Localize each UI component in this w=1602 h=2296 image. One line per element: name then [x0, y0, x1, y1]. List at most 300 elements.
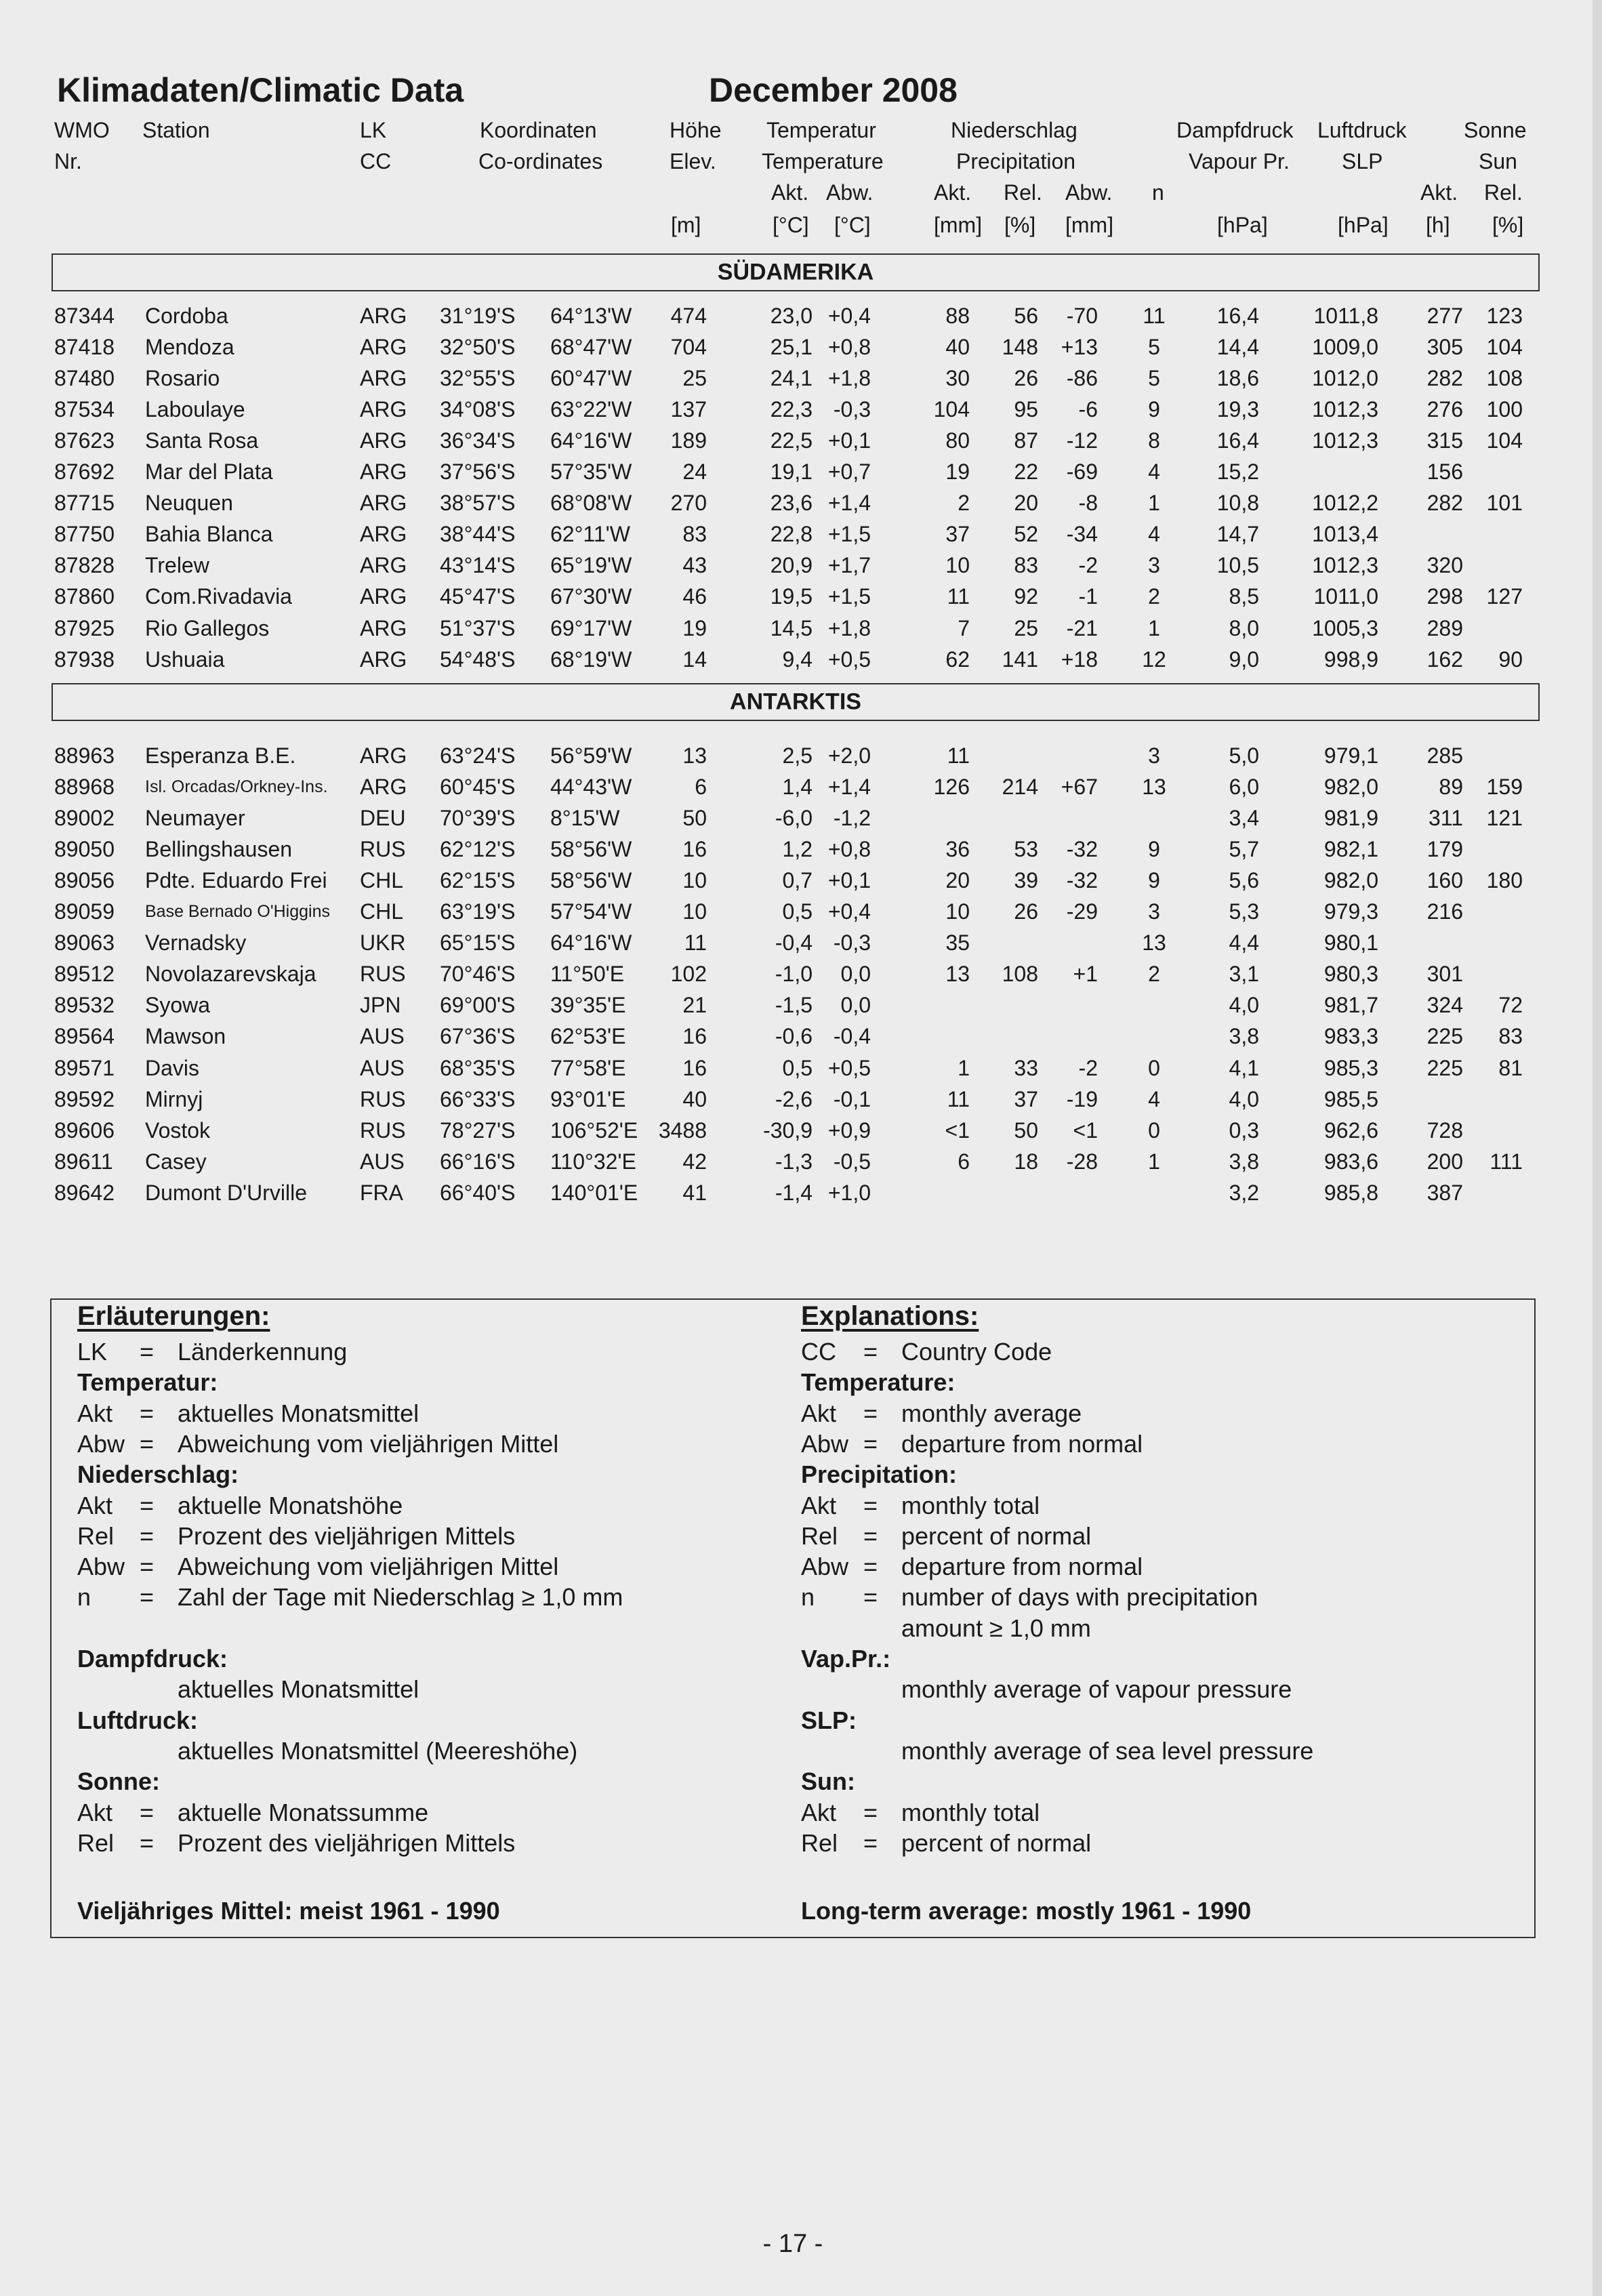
explanation-abbrev: Akt [77, 1399, 113, 1427]
latitude: 51°37'S [440, 615, 516, 640]
table-row [0, 1177, 1602, 1208]
country-code: ARG [360, 335, 407, 360]
sea-level-pressure: 980,1 [1323, 930, 1378, 956]
sea-level-pressure: 979,3 [1323, 899, 1378, 924]
elevation: 270 [670, 491, 707, 516]
prec-abw: -69 [1066, 459, 1098, 485]
latitude: 66°33'S [440, 1086, 516, 1111]
longitude: 8°15'W [550, 806, 620, 831]
longitude: 63°22'W [550, 397, 632, 422]
sun-akt: 387 [1426, 1180, 1463, 1205]
temp-akt: 0,7 [782, 868, 813, 893]
temp-abw: 0,0 [840, 962, 871, 987]
explanation-text: departure from normal [901, 1429, 1143, 1458]
temp-akt: 23,6 [770, 491, 813, 516]
sea-level-pressure: 985,3 [1323, 1055, 1378, 1080]
sun-akt: 156 [1426, 459, 1463, 485]
prec-rel: 26 [1014, 366, 1038, 391]
explanation-text: aktuelles Monatsmittel [178, 1675, 419, 1704]
header-unit-hpa1: [hPa] [1217, 213, 1268, 237]
sun-rel: 101 [1486, 491, 1523, 516]
prec-abw: -34 [1066, 522, 1098, 547]
station-name: Neuquen [145, 491, 233, 516]
prec-akt: 11 [947, 743, 970, 768]
temp-akt: 19,5 [770, 584, 813, 609]
sun-akt: 276 [1426, 397, 1463, 422]
sun-akt: 324 [1426, 993, 1463, 1018]
temp-akt: -6,0 [775, 806, 813, 831]
sun-rel: 81 [1498, 1055, 1523, 1080]
explanation-text: amount ≥ 1,0 mm [901, 1614, 1091, 1642]
longitude: 140°01'E [550, 1180, 638, 1205]
country-code: RUS [360, 837, 406, 862]
explanation-equals: = [140, 1828, 155, 1857]
longitude: 110°32'E [550, 1149, 636, 1174]
sun-akt: 162 [1426, 647, 1463, 672]
explanation-text: Länderkennung [178, 1338, 348, 1366]
prec-days: 2 [1148, 584, 1160, 609]
elevation: 41 [682, 1180, 707, 1205]
header-sun: Sun [1479, 149, 1517, 173]
prec-abw: +67 [1061, 775, 1098, 800]
station-name: Novolazarevskaja [145, 962, 316, 987]
vapour-pressure: 19,3 [1216, 397, 1259, 422]
prec-days: 11 [1143, 304, 1166, 328]
header-temperature: Temperature [762, 149, 884, 173]
explanation-abbrev: Akt [77, 1798, 113, 1826]
station-name: Isl. Orcadas/Orkney-Ins. [145, 777, 328, 797]
prec-akt: 6 [958, 1149, 970, 1174]
table-row [0, 896, 1602, 927]
wmo-number: 89050 [54, 837, 115, 862]
elevation: 11 [684, 930, 707, 956]
latitude: 60°45'S [440, 775, 516, 800]
sun-akt: 160 [1426, 868, 1463, 893]
sun-rel: 108 [1486, 366, 1523, 391]
sun-rel: 72 [1498, 993, 1523, 1018]
sea-level-pressure: 982,0 [1323, 775, 1378, 800]
sun-rel: 180 [1486, 868, 1523, 893]
station-name: Vernadsky [145, 930, 247, 956]
explanation-text: percent of normal [901, 1828, 1092, 1857]
sun-akt: 225 [1426, 1024, 1463, 1049]
sun-akt: 298 [1426, 584, 1463, 609]
latitude: 37°56'S [440, 459, 516, 485]
prec-days: 1 [1148, 491, 1160, 516]
explanation-text: aktuelles Monatsmittel (Meereshöhe) [178, 1736, 578, 1765]
sun-akt: 728 [1426, 1118, 1463, 1143]
longitude: 60°47'W [550, 366, 632, 391]
prec-abw: -6 [1078, 397, 1098, 422]
longitude: 56°59'W [550, 743, 632, 768]
station-name: Neumayer [145, 806, 245, 831]
wmo-number: 89606 [54, 1118, 115, 1143]
sun-rel: 104 [1486, 335, 1523, 360]
longitude: 68°08'W [550, 491, 632, 516]
prec-abw: -86 [1066, 366, 1098, 391]
prec-days: 5 [1148, 366, 1160, 391]
prec-akt: 11 [947, 584, 970, 609]
latitude: 43°14'S [440, 553, 516, 578]
prec-akt: 80 [945, 428, 970, 453]
sea-level-pressure: 982,0 [1323, 868, 1378, 893]
station-name: Ushuaia [145, 647, 225, 672]
explanation-equals: = [140, 1553, 155, 1581]
station-name: Syowa [145, 993, 211, 1018]
country-code: ARG [360, 397, 407, 422]
sea-level-pressure: 998,9 [1323, 647, 1378, 672]
sea-level-pressure: 982,1 [1323, 837, 1378, 862]
prec-days: 0 [1148, 1055, 1160, 1080]
temp-akt: -0,4 [775, 930, 813, 956]
vapour-pressure: 4,4 [1229, 930, 1259, 956]
sea-level-pressure: 983,6 [1323, 1149, 1378, 1174]
wmo-number: 87938 [54, 647, 115, 672]
header-sun-rel: Rel. [1484, 180, 1523, 205]
vapour-pressure: 14,4 [1216, 335, 1259, 360]
prec-rel: 141 [1002, 647, 1038, 672]
explanation-subheading: Temperature: [801, 1368, 956, 1397]
sea-level-pressure: 1011,8 [1313, 304, 1378, 328]
country-code: ARG [360, 584, 407, 609]
elevation: 25 [682, 366, 707, 391]
explanation-abbrev: Rel [801, 1828, 838, 1857]
prec-akt: 7 [958, 615, 970, 640]
prec-days: 4 [1148, 522, 1160, 547]
table-row [0, 1084, 1602, 1115]
temp-akt: 22,3 [770, 397, 813, 422]
elevation: 50 [682, 806, 707, 831]
header-unit-c1: [°C] [773, 213, 809, 237]
table-row [0, 958, 1602, 989]
longitude: 62°11'W [550, 522, 630, 547]
temp-abw: +1,4 [827, 775, 871, 800]
latitude: 70°46'S [440, 962, 516, 987]
prec-days: 12 [1142, 647, 1166, 672]
wmo-number: 87344 [54, 304, 115, 328]
sea-level-pressure: 1012,3 [1312, 428, 1378, 453]
country-code: FRA [360, 1180, 403, 1205]
explanation-text: aktuelle Monatssumme [178, 1798, 429, 1826]
explanation-subheading: Sun: [801, 1767, 855, 1796]
explanation-subheading: Precipitation: [801, 1460, 958, 1489]
temp-akt: 0,5 [782, 1055, 813, 1080]
table-row [0, 989, 1602, 1021]
longitude: 64°16'W [550, 930, 632, 956]
section-header-antarktis: ANTARKTIS [52, 683, 1540, 721]
sun-akt: 89 [1439, 775, 1463, 800]
station-name: Pdte. Eduardo Frei [145, 868, 327, 893]
explanation-abbrev: Akt [801, 1798, 837, 1826]
sun-rel: 83 [1498, 1024, 1523, 1049]
sea-level-pressure: 1012,3 [1312, 397, 1378, 422]
table-row [0, 865, 1602, 896]
temp-abw: +1,8 [827, 366, 871, 391]
header-cc: CC [360, 149, 392, 173]
temp-akt: 25,1 [770, 335, 813, 360]
sun-akt: 301 [1426, 962, 1463, 987]
latitude: 66°16'S [440, 1149, 516, 1174]
station-name: Mirnyj [145, 1086, 203, 1111]
sea-level-pressure: 1013,4 [1312, 522, 1378, 547]
temp-abw: 0,0 [840, 993, 871, 1018]
prec-rel: 56 [1014, 304, 1038, 328]
wmo-number: 87860 [54, 584, 115, 609]
sea-level-pressure: 985,8 [1323, 1180, 1378, 1205]
prec-days: 9 [1148, 397, 1160, 422]
prec-rel: 33 [1014, 1055, 1038, 1080]
explanation-abbrev: Abw [801, 1553, 849, 1581]
temp-abw: +0,8 [827, 335, 871, 360]
header-niederschlag: Niederschlag [951, 118, 1077, 142]
temp-akt: 19,1 [770, 459, 813, 485]
country-code: ARG [360, 775, 407, 800]
explanation-equals: = [140, 1521, 155, 1550]
country-code: ARG [360, 491, 407, 516]
explanation-footer: Vieljähriges Mittel: meist 1961 - 1990 [77, 1897, 500, 1925]
temp-abw: +1,5 [827, 522, 871, 547]
country-code: CHL [360, 868, 404, 893]
country-code: RUS [360, 1086, 406, 1111]
sun-akt: 285 [1426, 743, 1463, 768]
prec-akt: 40 [945, 335, 970, 360]
temp-akt: -2,6 [775, 1086, 813, 1111]
sun-rel: 121 [1486, 806, 1523, 831]
prec-akt: 104 [933, 397, 970, 422]
prec-rel: 108 [1002, 962, 1038, 987]
temp-abw: +0,1 [827, 868, 871, 893]
wmo-number: 87534 [54, 397, 115, 422]
prec-abw: -29 [1066, 899, 1098, 924]
sun-rel: 90 [1498, 647, 1523, 672]
table-row [0, 331, 1602, 363]
temp-abw: +0,7 [827, 459, 871, 485]
sea-level-pressure: 1009,0 [1312, 335, 1378, 360]
station-name: Rio Gallegos [145, 615, 270, 640]
explanation-text: departure from normal [901, 1553, 1143, 1581]
header-unit-m: [m] [671, 213, 701, 237]
wmo-number: 87692 [54, 459, 115, 485]
sea-level-pressure: 962,6 [1323, 1118, 1378, 1143]
latitude: 67°36'S [440, 1024, 516, 1049]
prec-akt: 35 [945, 930, 970, 956]
prec-akt: 62 [945, 647, 970, 672]
temp-abw: +1,4 [827, 491, 871, 516]
wmo-number: 89059 [54, 899, 115, 924]
table-row [0, 613, 1602, 644]
sun-akt: 282 [1426, 491, 1463, 516]
country-code: ARG [360, 553, 407, 578]
sun-akt: 289 [1426, 615, 1463, 640]
sea-level-pressure: 980,3 [1323, 962, 1378, 987]
elevation: 189 [670, 428, 707, 453]
prec-abw: -21 [1066, 615, 1098, 640]
vapour-pressure: 8,0 [1229, 615, 1259, 640]
wmo-number: 89512 [54, 962, 115, 987]
prec-abw: <1 [1073, 1118, 1098, 1143]
vapour-pressure: 5,7 [1229, 837, 1259, 862]
vapour-pressure: 5,6 [1229, 868, 1259, 893]
elevation: 13 [682, 743, 707, 768]
prec-days: 4 [1148, 1086, 1160, 1111]
latitude: 70°39'S [440, 806, 516, 831]
latitude: 54°48'S [440, 647, 516, 672]
latitude: 63°19'S [440, 899, 516, 924]
prec-days: 3 [1148, 899, 1160, 924]
longitude: 44°43'W [550, 775, 632, 800]
vapour-pressure: 3,8 [1229, 1024, 1259, 1049]
wmo-number: 89002 [54, 806, 115, 831]
temp-akt: -1,0 [775, 962, 813, 987]
latitude: 63°24'S [440, 743, 516, 768]
header-wmo: WMO [54, 118, 110, 142]
prec-days: 3 [1148, 553, 1160, 578]
vapour-pressure: 8,5 [1229, 584, 1259, 609]
temp-akt: 9,4 [782, 647, 813, 672]
header-vapour: Vapour Pr. [1189, 149, 1290, 173]
header-unit-c2: [°C] [834, 213, 871, 237]
sun-akt: 311 [1428, 806, 1463, 831]
country-code: AUS [360, 1055, 405, 1080]
temp-abw: -0,5 [833, 1149, 871, 1174]
vapour-pressure: 4,1 [1229, 1055, 1259, 1080]
wmo-number: 89056 [54, 868, 115, 893]
explanation-subheading: Vap.Pr.: [801, 1645, 891, 1673]
vapour-pressure: 10,8 [1216, 491, 1259, 516]
temp-abw: +0,8 [827, 837, 871, 862]
explanation-equals: = [140, 1491, 155, 1519]
station-name: Casey [145, 1149, 207, 1174]
header-temp-abw: Abw. [826, 180, 874, 205]
latitude: 36°34'S [440, 428, 516, 453]
explanation-abbrev: Abw [77, 1429, 125, 1458]
explanation-footer: Long-term average: mostly 1961 - 1990 [801, 1897, 1252, 1925]
country-code: CHL [360, 899, 404, 924]
sun-rel: 100 [1486, 397, 1523, 422]
vapour-pressure: 10,5 [1216, 553, 1259, 578]
wmo-number: 89532 [54, 993, 115, 1018]
wmo-number: 89063 [54, 930, 115, 956]
elevation: 83 [682, 522, 707, 547]
vapour-pressure: 16,4 [1216, 304, 1259, 328]
explanation-equals: = [140, 1798, 155, 1826]
longitude: 67°30'W [550, 584, 632, 609]
explanation-subheading: Luftdruck: [77, 1706, 198, 1734]
wmo-number: 88963 [54, 743, 115, 768]
wmo-number: 89571 [54, 1055, 115, 1080]
temp-abw: +2,0 [827, 743, 871, 768]
longitude: 64°16'W [550, 428, 632, 453]
prec-rel: 39 [1014, 868, 1038, 893]
prec-days: 9 [1148, 837, 1160, 862]
longitude: 93°01'E [550, 1086, 626, 1111]
elevation: 46 [682, 584, 707, 609]
prec-abw: -1 [1078, 584, 1098, 609]
prec-days: 1 [1148, 615, 1160, 640]
vapour-pressure: 3,1 [1229, 962, 1259, 987]
wmo-number: 87925 [54, 615, 115, 640]
wmo-number: 89592 [54, 1086, 115, 1111]
prec-akt: 11 [947, 1086, 970, 1111]
station-name: Mawson [145, 1024, 226, 1049]
station-name: Davis [145, 1055, 200, 1080]
sun-akt: 225 [1426, 1055, 1463, 1080]
station-name: Esperanza B.E. [145, 743, 296, 768]
sea-level-pressure: 983,3 [1323, 1024, 1378, 1049]
country-code: ARG [360, 459, 407, 485]
header-unit-hpa2: [hPa] [1338, 213, 1389, 237]
station-name: Bellingshausen [145, 837, 293, 862]
prec-abw: +18 [1061, 647, 1098, 672]
prec-days: 9 [1148, 868, 1160, 893]
prec-akt: 2 [958, 491, 970, 516]
prec-akt: 30 [945, 366, 970, 391]
sun-akt: 200 [1426, 1149, 1463, 1174]
latitude: 38°57'S [440, 491, 516, 516]
sun-rel: 111 [1490, 1149, 1523, 1174]
vapour-pressure: 4,0 [1229, 993, 1259, 1018]
station-name: Laboulaye [145, 397, 245, 422]
table-row [0, 456, 1602, 487]
latitude: 62°15'S [440, 868, 516, 893]
wmo-number: 87828 [54, 553, 115, 578]
prec-akt: 88 [945, 304, 970, 328]
header-koordinaten: Koordinaten [480, 118, 597, 142]
page-number: - 17 - [762, 2230, 823, 2258]
explanation-subheading: Sonne: [77, 1767, 160, 1796]
temp-abw: -0,1 [833, 1086, 871, 1111]
elevation: 102 [670, 962, 707, 987]
table-row [0, 1052, 1602, 1084]
sea-level-pressure: 1012,0 [1312, 366, 1378, 391]
vapour-pressure: 3,2 [1229, 1180, 1259, 1205]
explanation-subheading: Niederschlag: [77, 1460, 239, 1489]
wmo-number: 87623 [54, 428, 115, 453]
explanation-abbrev: Abw [801, 1429, 849, 1458]
country-code: AUS [360, 1024, 405, 1049]
header-hoehe: Höhe [670, 118, 722, 142]
sun-rel: 123 [1486, 304, 1523, 328]
header-lk: LK [360, 118, 387, 142]
table-row [0, 394, 1602, 425]
prec-akt: 36 [945, 837, 970, 862]
elevation: 40 [682, 1086, 707, 1111]
station-name: Santa Rosa [145, 428, 259, 453]
sun-akt: 216 [1426, 899, 1463, 924]
temp-akt: 24,1 [770, 366, 813, 391]
temp-abw: +1,0 [827, 1180, 871, 1205]
country-code: AUS [360, 1149, 405, 1174]
temp-abw: +0,5 [827, 647, 871, 672]
station-name: Mar del Plata [145, 459, 273, 485]
latitude: 31°19'S [440, 304, 516, 328]
wmo-number: 88968 [54, 775, 115, 800]
table-row [0, 740, 1602, 771]
prec-abw: -8 [1078, 491, 1098, 516]
sea-level-pressure: 1011,0 [1313, 584, 1378, 609]
vapour-pressure: 9,0 [1229, 647, 1259, 672]
sun-akt: 305 [1426, 335, 1463, 360]
explanation-equals: = [863, 1828, 878, 1857]
country-code: DEU [360, 806, 406, 831]
prec-rel: 52 [1014, 522, 1038, 547]
explanation-equals: = [863, 1338, 878, 1366]
explanation-heading: Explanations: [801, 1301, 979, 1331]
prec-days: 8 [1148, 428, 1160, 453]
sun-rel: 159 [1486, 775, 1523, 800]
explanation-text: percent of normal [901, 1521, 1092, 1550]
header-slp: SLP [1342, 149, 1383, 173]
